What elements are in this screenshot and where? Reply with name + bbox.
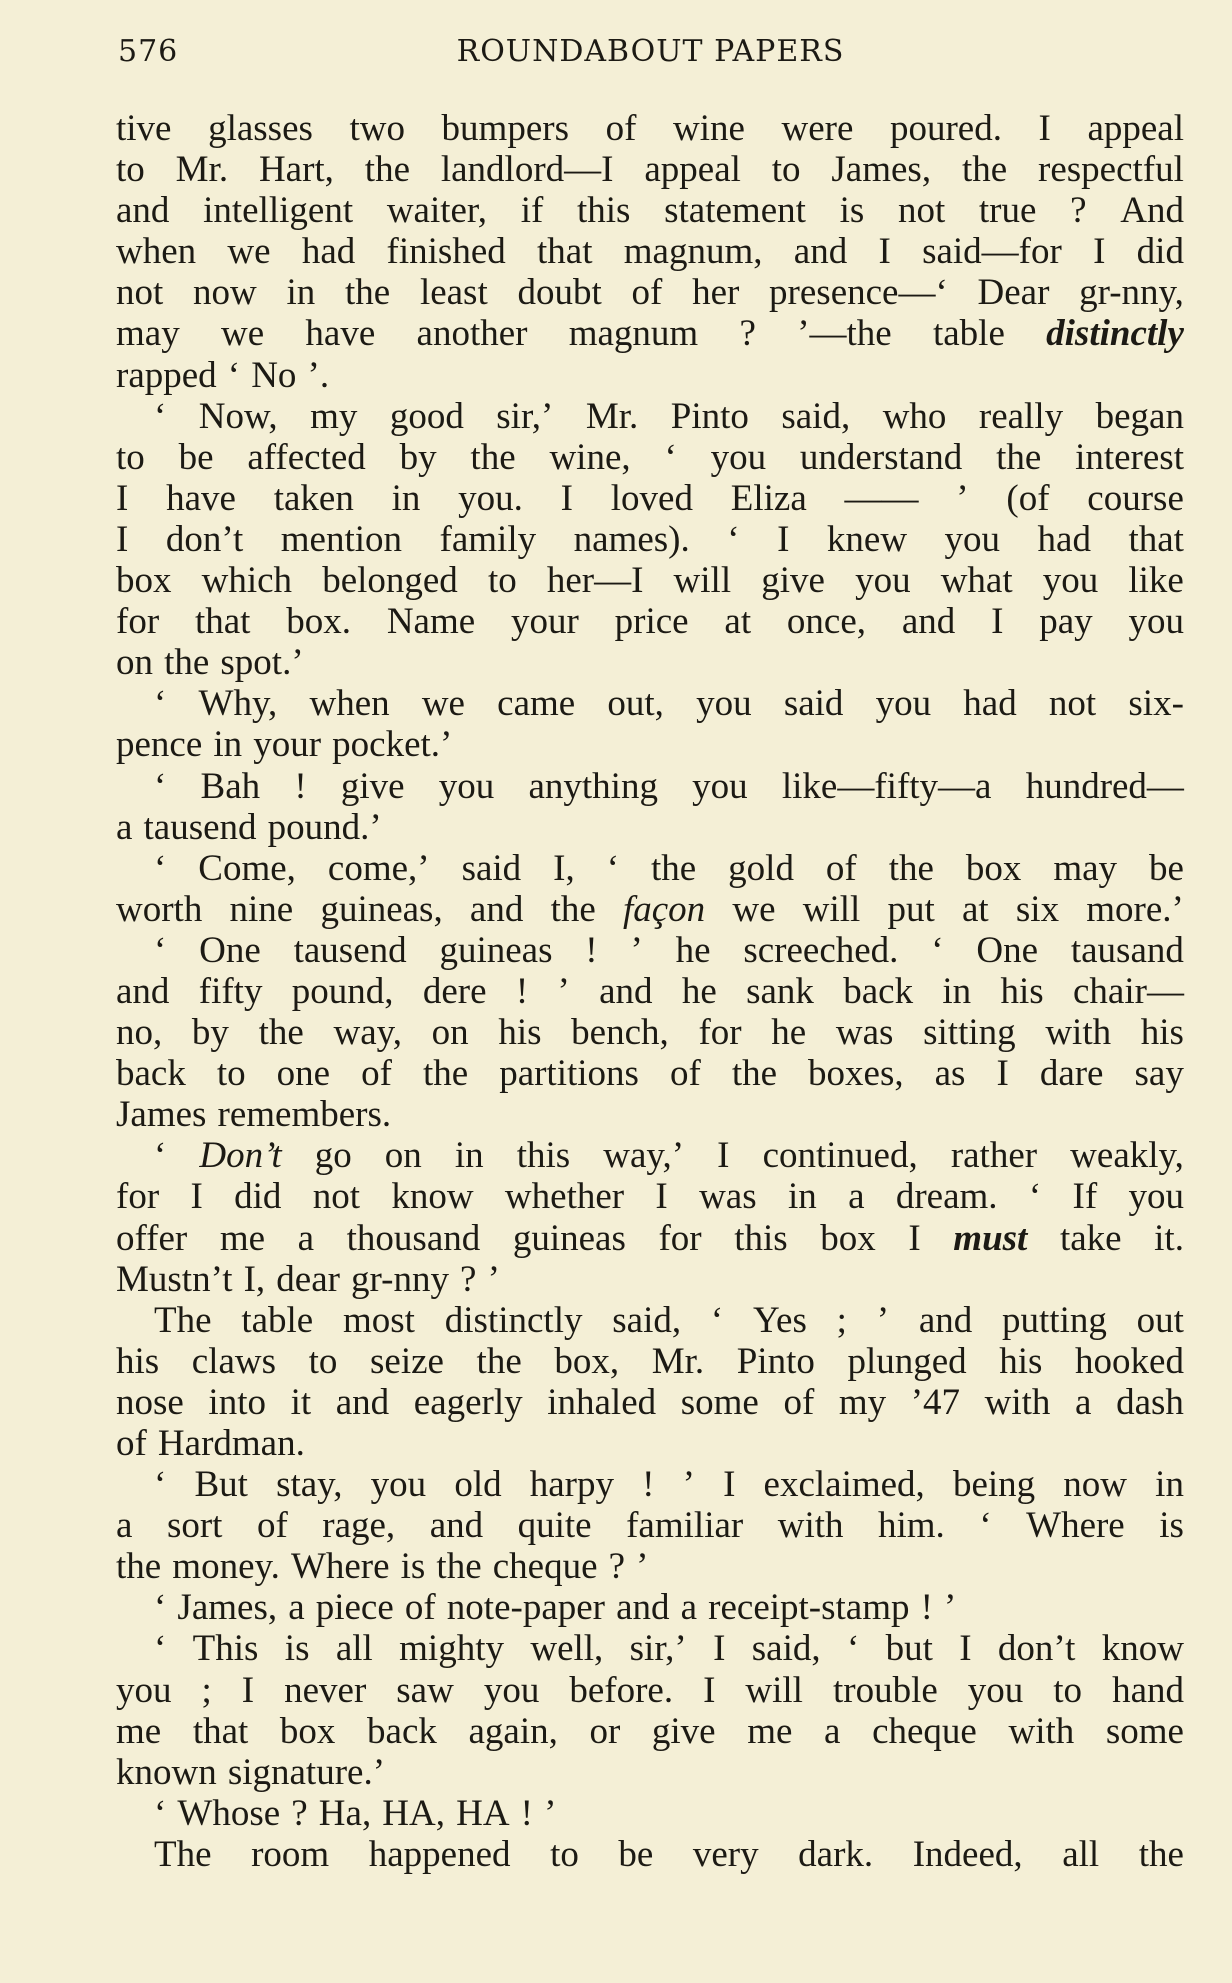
text-line: of Hardman. bbox=[116, 1423, 305, 1464]
text-line: back to one of the partitions of the boxes, as I dare say bbox=[116, 1053, 1184, 1095]
text-line: tive glasses two bumpers of wine were poured. I appeal bbox=[116, 108, 1184, 149]
text-line: known signature.’ bbox=[116, 1751, 386, 1793]
text-line: the money. Where is the cheque ? ’ bbox=[116, 1546, 649, 1588]
text-line: ‘ One tausend guineas ! ’ he screeched. ‘ One tausand bbox=[154, 929, 1184, 971]
text-line: ‘ Bah ! give you anything you like—fifty—a hundred— bbox=[154, 765, 1184, 807]
page-header bbox=[118, 34, 1183, 78]
text-line: ‘ Now, my good sir,’ Mr. Pinto said, who really began bbox=[154, 395, 1184, 437]
text-line: may we have another magnum ? ’—the table distinctly bbox=[116, 313, 1184, 355]
text-line: ‘ Don’t go on in this way,’ I continued, rather weakly, bbox=[154, 1135, 1184, 1177]
text-line: ‘ Why, when we came out, you said you had not six- bbox=[154, 683, 1184, 725]
text-line: rapped ‘ No ’. bbox=[116, 354, 330, 396]
text-line: ‘ James, a piece of note-paper and a receipt-stamp ! ’ bbox=[154, 1587, 957, 1629]
text-line: and fifty pound, dere ! ’ and he sank back in his chair— bbox=[116, 970, 1184, 1012]
text-line: his claws to seize the box, Mr. Pinto plunged his hooked bbox=[116, 1340, 1184, 1382]
text-line: on the spot.’ bbox=[116, 642, 304, 684]
body-text bbox=[116, 108, 1184, 1875]
text-line: when we had finished that magnum, and I said—for I did bbox=[116, 231, 1184, 273]
page-number: 576 bbox=[118, 34, 179, 69]
text-line: Mustn’t I, dear gr-nny ? ’ bbox=[116, 1258, 500, 1300]
text-line: ‘ Whose ? Ha, HA, HA ! ’ bbox=[154, 1792, 557, 1834]
text-line: for that box. Name your price at once, and I pay you bbox=[116, 601, 1184, 643]
text-line: I don’t mention family names). ‘ I knew you had that bbox=[116, 518, 1184, 560]
text-line: and intelligent waiter, if this statement is not true ? And bbox=[116, 190, 1184, 232]
text-line: a sort of rage, and quite familiar with him. ‘ Where is bbox=[116, 1505, 1184, 1547]
text-line: you ; I never saw you before. I will trouble you to hand bbox=[116, 1669, 1184, 1711]
running-head: ROUNDABOUT PAPERS bbox=[456, 34, 845, 69]
text-line: I have taken in you. I loved Eliza —— ’ (of course bbox=[116, 477, 1184, 519]
text-line: nose into it and eagerly inhaled some of my ’47 with a dash bbox=[116, 1381, 1184, 1423]
text-line: for I did not know whether I was in a dream. ‘ If you bbox=[116, 1176, 1184, 1218]
text-line: offer me a thousand guineas for this box I must take it. bbox=[116, 1217, 1184, 1259]
text-line: box which belonged to her—I will give you what you like bbox=[116, 560, 1184, 602]
text-line: The room happened to be very dark. Indeed, all the bbox=[154, 1833, 1184, 1875]
text-line: worth nine guineas, and the façon we will put at six more.’ bbox=[116, 888, 1184, 930]
text-line: ‘ Come, come,’ said I, ‘ the gold of the box may be bbox=[154, 847, 1184, 889]
text-line: James remembers. bbox=[116, 1094, 392, 1136]
text-line: pence in your pocket.’ bbox=[116, 724, 453, 766]
text-line: me that box back again, or give me a cheque with some bbox=[116, 1710, 1184, 1752]
text-line: a tausend pound.’ bbox=[116, 806, 382, 848]
text-line: no, by the way, on his bench, for he was sitting with his bbox=[116, 1012, 1184, 1054]
text-line: to be affected by the wine, ‘ you understand the interest bbox=[116, 436, 1184, 478]
text-line: ‘ This is all mighty well, sir,’ I said, ‘ but I don’t know bbox=[154, 1628, 1184, 1670]
text-line: ‘ But stay, you old harpy ! ’ I exclaimed, being now in bbox=[154, 1464, 1184, 1506]
text-line: The table most distinctly said, ‘ Yes ; ’ and putting out bbox=[154, 1299, 1184, 1341]
text-line: to Mr. Hart, the landlord—I appeal to James, the respectful bbox=[116, 149, 1184, 191]
text-line: not now in the least doubt of her presence—‘ Dear gr-nny, bbox=[116, 272, 1184, 314]
